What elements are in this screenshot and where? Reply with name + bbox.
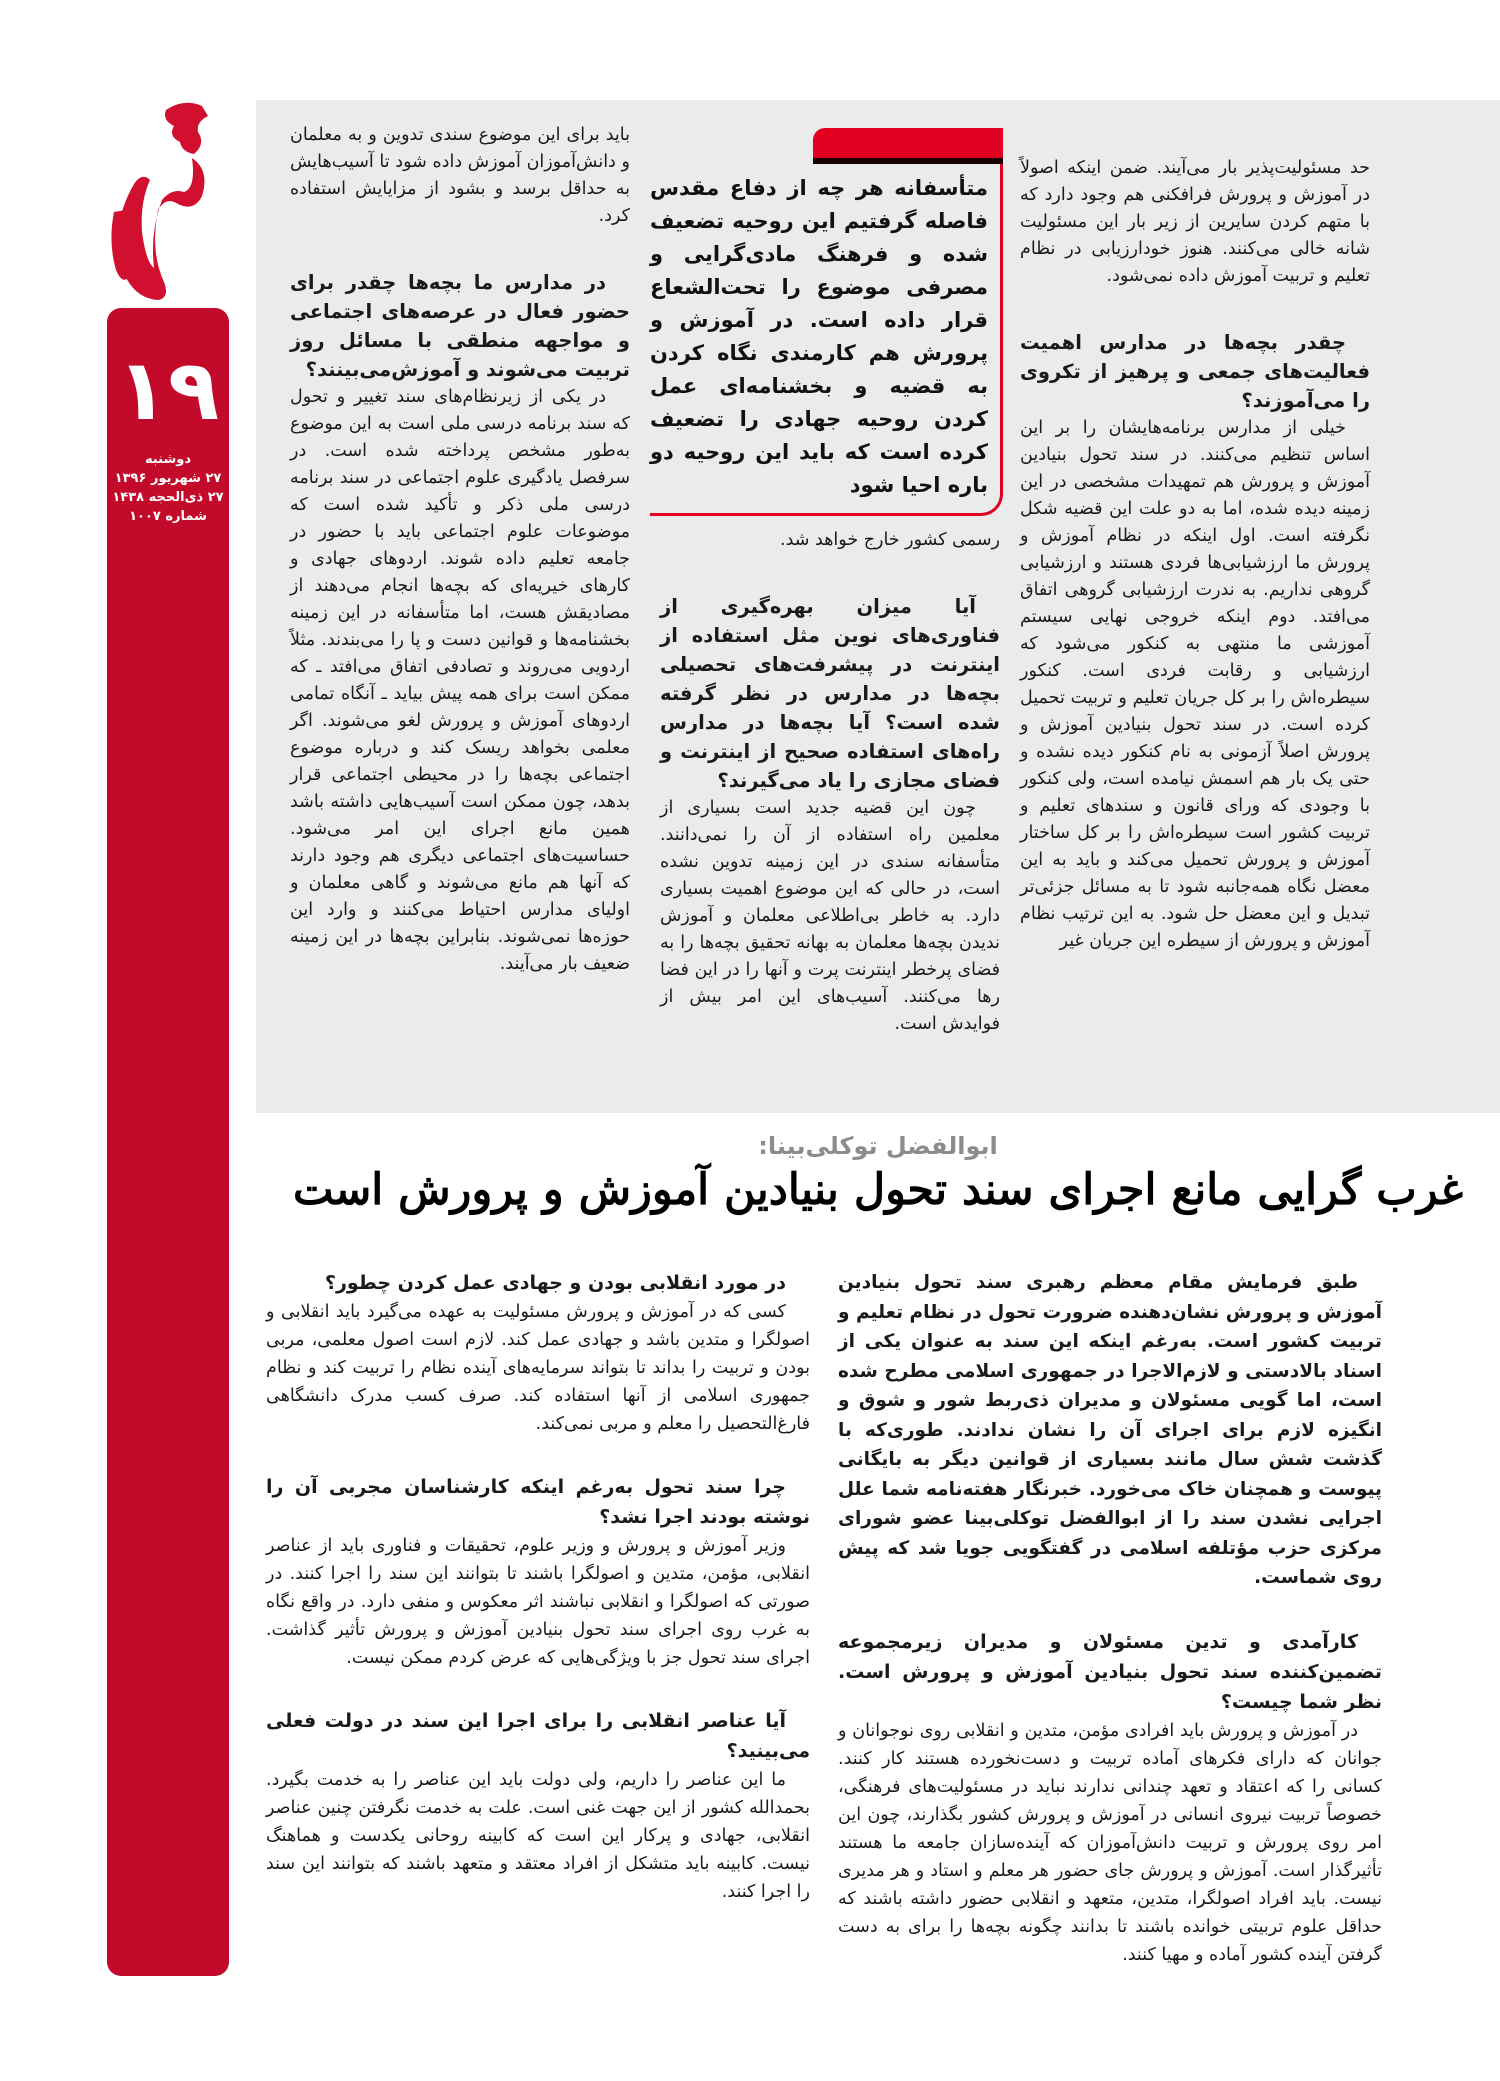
article-headline: غرب گرایی مانع اجرای سند تحول بنیادین آموزش و پرورش است — [293, 1165, 1463, 1215]
shoma-logo — [106, 92, 228, 307]
article-right-column — [838, 1268, 1382, 1969]
paragraph: رسمی کشور خارج خواهد شد. — [780, 530, 1000, 550]
weekday: دوشنبه — [144, 452, 192, 467]
question: در مورد انقلابی بودن و جهادی عمل کردن چطور؟ — [324, 1272, 786, 1294]
question: آیا عناصر انقلابی را برای اجرا این سند در دولت فعلی می‌بینید؟ — [266, 1710, 810, 1762]
question: چقدر بچه‌ها در مدارس اهمیت فعالیت‌های جمعی و پرهیز از تکروی را می‌آموزند؟ — [1020, 331, 1370, 412]
paragraph: وزیر آموزش و پرورش و وزیر علوم، تحقیقات و فناوری باید از عناصر انقلابی، مؤمن، متدین و اصولگرا باشند تا بتوانند این سند را اجرا کنند. در صورتی که اصولگرا و انقلابی نباشند اثر معکوس و منفی دارد. در واقع نگاه به غرب روی اجرای سند تحول بنیادین آموزش و پرورش تأثیر گذاشت. اجرای سند تحول جز با ویژگی‌هایی که عرض کردم ممکن نیست. — [266, 1536, 810, 1668]
paragraph: در یکی از زیرنظام‌های سند تغییر و تحول که سند برنامه درسی ملی است به این موضوع به‌طور مشخص پرداخته شده است. در سرفصل یادگیری علوم اجتماعی در سند برنامه درسی ملی ذکر و تأکید شده است که موضوعات علوم اجتماعی باید با حضور در جامعه تعلیم داده شوند. اردوهای جهادی و کارهای خیریه‌ای که بچه‌ها انجام می‌دهند از مصادیقش هست، اما متأسفانه در این زمینه بخشنامه‌ها و قوانین دست و پا را می‌بندند. مثلاً اردویی می‌روند و تصادفی اتفاق می‌افتد ـ که ممکن است برای همه پیش بیاید ـ آنگاه تمامی اردوهای آموزش و پرورش لغو می‌شوند. اگر معلمی بخواهد ریسک کند و درباره موضوع اجتماعی بچه‌ها را در محیطی اجتماعی قرار بدهد، چون ممکن است آسیب‌هایی داشته باشد همین مانع اجرای این امر می‌شود. حساسیت‌های اجتماعی دیگری هم وجود دارند که آنها هم مانع می‌شوند و گاهی معلمان و اولیای مدارس احتیاط می‌کنند و وارد این حوزه‌ها نمی‌شوند. بنابراین بچه‌ها در این زمینه ضعیف بار می‌آیند. — [290, 387, 630, 974]
issue-sidebar — [107, 308, 229, 1976]
top-middle-column — [660, 527, 1000, 1038]
top-left-column — [290, 122, 630, 978]
pull-quote-text: متأسفانه هر چه از دفاع مقدس فاصله گرفتیم این روحیه تضعیف شده و فرهنگ مادی‌گرایی و مصرفی موضوع را تحت‌الشعاع قرار داده است. در آموزش و پرورش هم کارمندی نگاه کردن به قضیه و بخشنامه‌ای عمل کردن روحیه جهادی را تضعیف کرده است که باید این روحیه دو باره احیا شود — [650, 176, 988, 497]
issue-number: شماره ۱۰۰۷ — [129, 509, 207, 524]
paragraph: در آموزش و پرورش باید افرادی مؤمن، متدین و انقلابی روی نوجوانان و جوانان که دارای فکرهای آماده تربیت و دست‌نخورده هستند کار کنند. کسانی را که اعتقاد و تعهد چندانی ندارند نباید در مسئولیت‌های فرهنگی، خصوصاً تربیت نیروی انسانی در آموزش و پرورش کشور بگذارند، چون این امر روی پرورش و تربیت دانش‌آموزان که آینده‌سازان جامعه ما هستند تأثیرگذار است. آموزش و پرورش جای حضور هر معلم و استاد و هر مدیری نیست. باید افراد اصولگرا، متدین، متعهد و انقلابی حضور داشته باشند که حداقل علوم تربیتی خوانده باشند تا بدانند چگونه بچه‌ها را برای به دست گرفتن آینده کشور آماده و مهیا کنند. — [838, 1720, 1382, 1965]
paragraph: خیلی از مدارس برنامه‌هایشان را بر این اساس تنظیم می‌کنند. در سند تحول بنیادین آموزش و پرورش هم تمهیدات مشخصی در این زمینه دیده شده، اما به دو علت این قضیه شکل نگرفته است. اول اینکه در نظام آموزش و پرورش ما ارزشیابی‌ها فردی هستند و ارزشیابی گروهی نداریم. به ندرت ارزشیابی گروهی اتفاق می‌افتد. دوم اینکه خروجی نهایی سیستم آموزشی ما منتهی به کنکور می‌شود که ارزشیابی و رقابت فردی است. کنکور سیطره‌اش را بر کل جریان تعلیم و تربیت تحمیل کرده است. در سند تحول بنیادین آموزش و پرورش اصلاً آزمونی به نام کنکور دیده نشده و حتی یک بار هم اسمش نیامده است، ولی کنکور با وجودی که ورای قانون و سندهای تعلیم و تربیت کشور است سیطره‌اش را بر کل ساختار آموزش و پرورش تحمیل می‌کند و باید به این معضل نگاه همه‌جانبه شود تا به مسائل جزئی‌تر تبدیل و این معضل حل شود. به این ترتیب نظام آموزش و پرورش از سیطره این جریان غیر — [1020, 418, 1370, 951]
page-number: ۱۹ — [116, 341, 220, 439]
date-lunar: ۲۷ ذی‌الحجه ۱۴۳۸ — [112, 490, 224, 505]
date-solar: ۲۷ شهریور ۱۳۹۶ — [114, 471, 222, 486]
article-kicker: ابوالفضل توکلی‌بینا: — [758, 1132, 998, 1160]
question: در مدارس ما بچه‌ها چقدر برای حضور فعال در عرصه‌های اجتماعی و مواجهه منطقی با مسائل روز تربیت می‌شوند و آموزش‌می‌بینند؟ — [290, 271, 630, 381]
question: چرا سند تحول به‌رغم اینکه کارشناسان مجربی آن را نوشته بودند اجرا نشد؟ — [266, 1476, 810, 1528]
paragraph: حد مسئولیت‌پذیر بار می‌آیند. ضمن اینکه اصولاً در آموزش و پرورش فرافکنی هم وجود دارد که با متهم کردن سایرین از زیر بار این مسئولیت شانه خالی می‌کنند. هنوز خودارزیابی در نظام تعلیم و تربیت آموزش داده نمی‌شود. — [1020, 158, 1370, 286]
paragraph: چون این قضیه جدید است بسیاری از معلمین راه استفاده از آن را نمی‌دانند. متأسفانه سندی در این زمینه تدوین نشده است، در حالی که این موضوع اهمیت بسیاری دارد. به خاطر بی‌اطلاعی معلمان و آموزش ندیدن بچه‌ها معلمان به بهانه تحقیق بچه‌ها را به فضای پرخطر اینترنت پرت و آنها را در این فضا رها می‌کنند. آسیب‌های این امر بیش از فوایدش است. — [660, 798, 1000, 1034]
question: آیا میزان بهره‌گیری از فناوری‌های نوین مثل استفاده از اینترنت در پیشرفت‌های تحصیلی بچه‌ها در مدارس در نظر گرفته شده است؟ آیا بچه‌ها در مدارس راه‌های استفاده صحیح از اینترنت و فضای مجازی را یاد می‌گیرند؟ — [660, 595, 1000, 792]
article-left-column — [266, 1268, 810, 1906]
pull-quote-tab — [813, 128, 1003, 164]
pull-quote-box — [650, 128, 1003, 516]
article-lead: طبق فرمایش مقام معظم رهبری سند تحول بنیادین آموزش و پرورش نشان‌دهنده ضرورت تحول در نظام تعلیم و تربیت کشور است. به‌رغم اینکه این سند به عنوان یکی از اسناد بالادستی و لازم‌الاجرا در جمهوری اسلامی مطرح شده است، اما گویی مسئولان و مدیران ذی‌ربط شور و شوق و انگیزه لازم برای اجرای آن را نشان ندادند. طوری‌که با گذشت شش سال مانند بسیاری از قوانین دیگر به بایگانی پیوست و همچنان خاک می‌خورد. خبرنگار هفته‌نامه شما علل اجرایی نشدن سند را از ابوالفضل توکلی‌بینا عضو شورای مرکزی حزب مؤتلفه اسلامی در گفتگویی جویا شد که پیش روی شماست. — [838, 1272, 1382, 1588]
paragraph: باید برای این موضوع سندی تدوین و به معلمان و دانش‌آموزان آموزش داده شود تا آسیب‌هایش به حداقل برسد و بشود از مزایایش استفاده کرد. — [290, 125, 630, 226]
top-right-column — [1020, 155, 1370, 955]
question: کارآمدی و تدین مسئولان و مدیران زیرمجموعه تضمین‌کننده سند تحول بنیادین آموزش و پرورش است. نظر شما چیست؟ — [838, 1630, 1382, 1713]
paragraph: کسی که در آموزش و پرورش مسئولیت به عهده می‌گیرد باید انقلابی و اصولگرا و متدین باشد و جهادی عمل کند. لازم است اصول معلمی، مربی بودن و تربیت را بداند تا بتواند سرمایه‌های آینده نظام را تربیت کند و نظام جمهوری اسلامی از آنها استفاده کند. صرف کسب مدرک دانشگاهی فارغ‌التحصیل را معلم و مربی نمی‌کند. — [266, 1302, 810, 1434]
paragraph: ما این عناصر را داریم، ولی دولت باید این عناصر را به خدمت بگیرد. بحمدالله کشور از این جهت غنی است. علت به خدمت نگرفتن چنین عناصر انقلابی، جهادی و پرکار این است که کابینه روحانی یکدست و هماهنگ نیست. کابینه باید متشکل از افراد معتقد و متعهد باشند که بتوانند این سند را اجرا کنند. — [266, 1770, 810, 1902]
